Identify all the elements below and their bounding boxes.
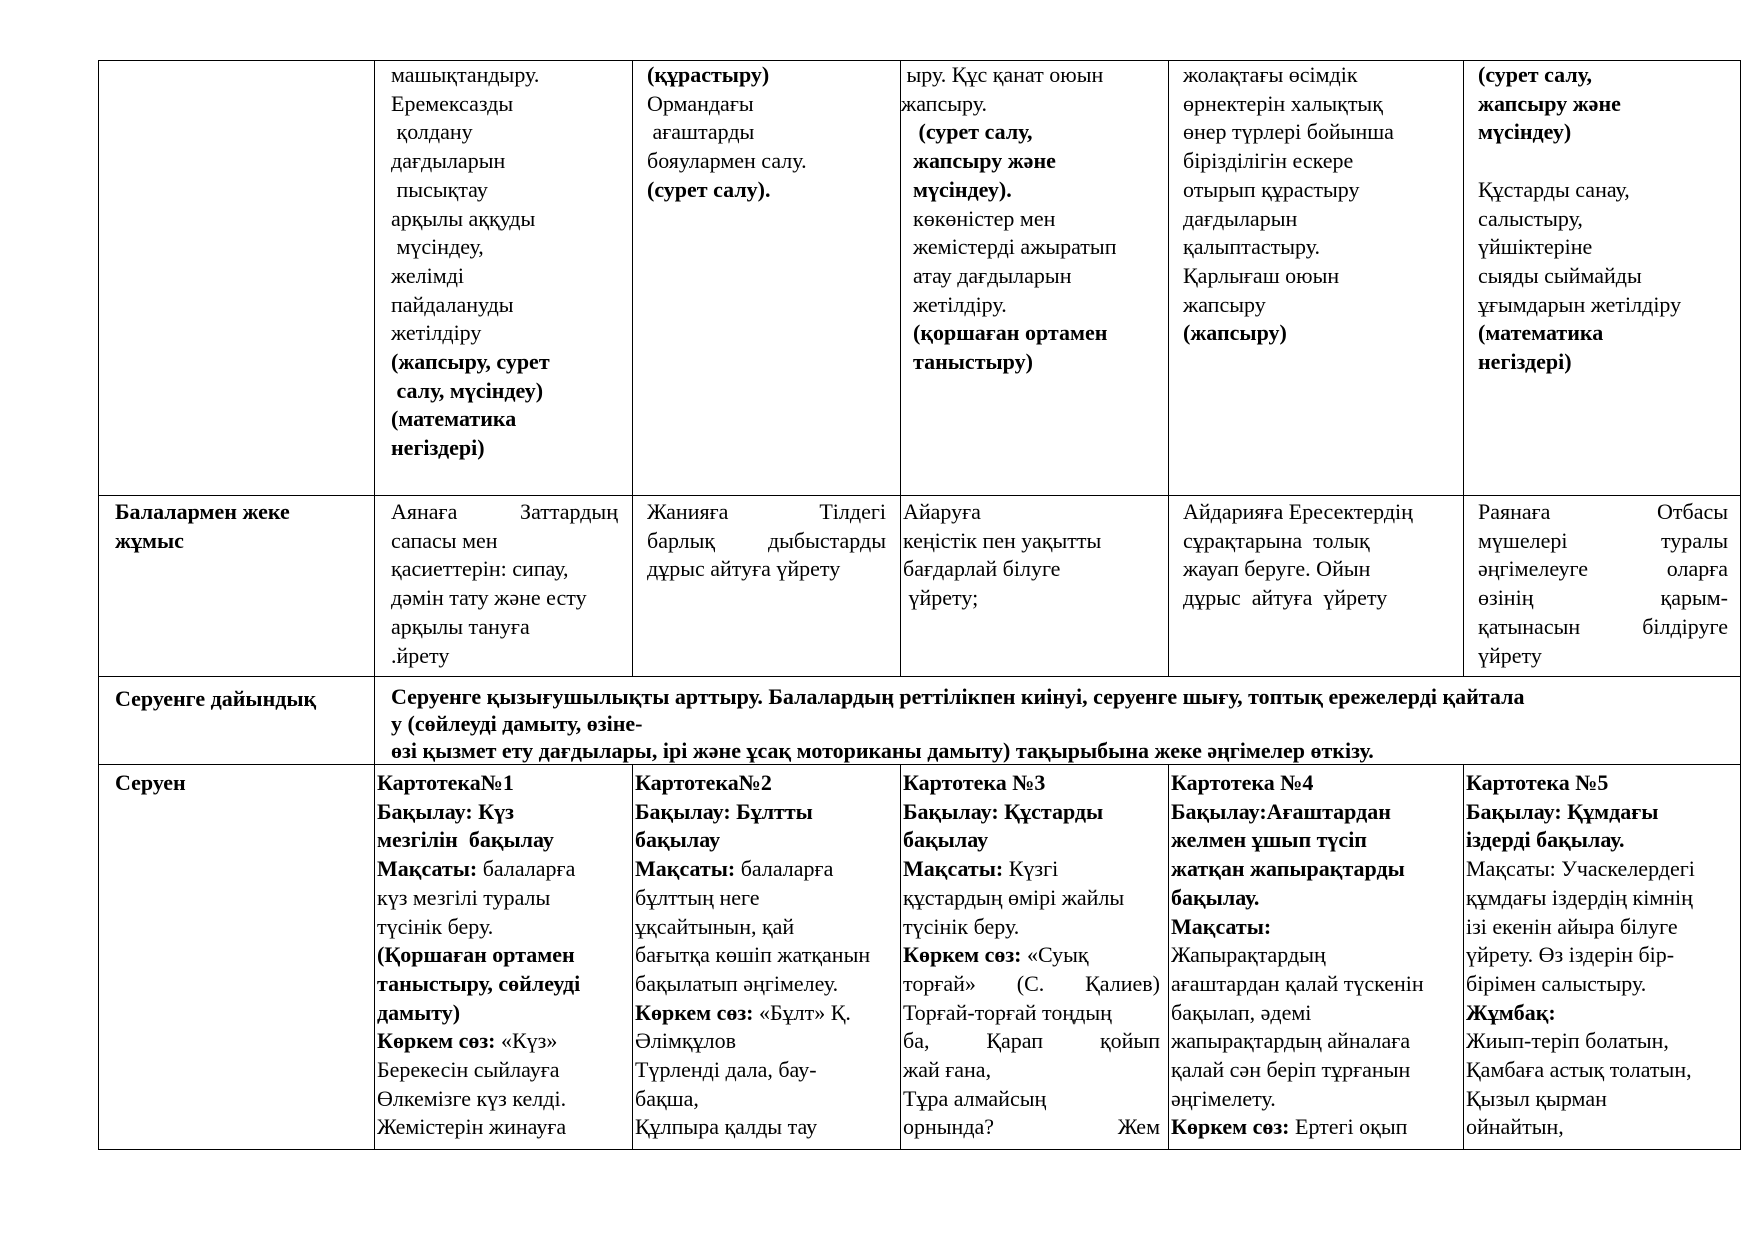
text-run: ұқсайтынын, қай <box>635 913 795 939</box>
bold-text: Картотека№1 <box>377 770 514 795</box>
cell-line: Жанияға Тілдегі <box>647 499 886 524</box>
cell-line <box>377 1113 632 1142</box>
bold-text: Бақылау:Ағаштардан <box>1171 798 1391 824</box>
cell-line: үйшіктеріне <box>1478 234 1593 260</box>
text-run: құстардың өмірі жайлы <box>903 884 1125 910</box>
cell-line: өрнектерін халықтық <box>1183 90 1383 116</box>
cell-line: салу, мүсіндеу) <box>391 377 544 403</box>
cell-line <box>635 769 900 798</box>
cell-line: (жапсыру) <box>1183 320 1287 346</box>
cell-line: жемістерді ажыратып <box>913 234 1117 260</box>
bold-text: Бақылау: Құмдағы <box>1466 798 1659 824</box>
row-label-cell <box>99 496 375 677</box>
cell-line: сұрақтарына толық <box>1183 527 1370 553</box>
prep-text <box>375 677 1740 764</box>
text-run: қалай сән беріп тұрғанын <box>1171 1057 1411 1083</box>
text-run: торғай» (С. Қалиев) <box>903 970 1160 996</box>
cell-line: таныстыру) <box>913 349 1033 375</box>
cell-line: машықтандыру. <box>391 62 540 87</box>
bold-text: Картотека №3 <box>903 770 1046 795</box>
cell-line: мүшелері туралы <box>1478 527 1728 553</box>
cell-line <box>635 855 900 884</box>
cell-line <box>1171 826 1463 855</box>
cell-lines <box>901 496 1168 613</box>
text-run: балаларға <box>735 856 834 882</box>
bold-text: бақылау. <box>1171 884 1260 910</box>
daily-plan-table <box>98 60 1741 1150</box>
cell-line <box>1171 941 1463 970</box>
cell-thu <box>1169 765 1464 1150</box>
cell-line: (жапсыру, сурет <box>391 349 550 375</box>
cell-line <box>635 1056 900 1085</box>
cell-lines <box>1464 61 1740 377</box>
cell-fri <box>1464 765 1741 1150</box>
cell-line: арқылы тануға <box>391 613 530 639</box>
cell-line: Еремексазды <box>391 90 514 116</box>
text-run: түсінік беру. <box>903 913 1020 939</box>
cell-line: (сурет салу, <box>913 119 1033 145</box>
cell-line <box>377 1027 632 1056</box>
cell-line <box>903 999 1160 1028</box>
cell-line: негіздері) <box>1478 349 1572 375</box>
cell-line: қалыптастыру. <box>1183 234 1320 260</box>
text-run: Күзгі <box>1003 856 1059 882</box>
cell-wed <box>901 496 1169 677</box>
cell-line <box>903 1113 1160 1142</box>
cell-line: сапасы мен <box>391 527 498 553</box>
row-label <box>99 496 374 555</box>
cell-line: (құрастыру) <box>647 62 770 87</box>
cell-line <box>1466 999 1740 1028</box>
cell-line <box>1466 1056 1740 1085</box>
cell-line <box>1466 826 1740 855</box>
cell-lines <box>901 765 1168 1142</box>
text-run: үйрету. Өз іздерін бір- <box>1466 942 1675 968</box>
cell-line: (қоршаған ортамен <box>913 320 1108 346</box>
text-run: Мақсаты: Учаскелердегі <box>1466 856 1695 882</box>
cell-lines <box>633 496 900 584</box>
cell-mon <box>375 61 633 496</box>
bold-text: мезгілін бақылау <box>377 827 554 853</box>
row-label-line: Серуен <box>115 770 186 795</box>
row-label <box>99 677 374 714</box>
cell-tue <box>633 496 901 677</box>
cell-line: дағдыларын <box>1183 205 1298 231</box>
cell-line <box>377 970 632 999</box>
text-run: ба, Қарап қойып <box>903 1028 1160 1054</box>
cell-line <box>1466 884 1740 913</box>
cell-line: жапсыру. <box>901 90 988 116</box>
cell-line: (сурет салу, <box>1478 62 1592 87</box>
cell-line <box>1171 1027 1463 1056</box>
cell-line <box>1171 1113 1463 1142</box>
cell-line: ұғымдарын жетілдіру <box>1478 291 1682 317</box>
cell-lines <box>901 61 1168 377</box>
cell-line: Қарлығаш оюын <box>1183 262 1340 288</box>
bold-text: бақылау <box>903 827 989 853</box>
cell-line <box>1466 1027 1740 1056</box>
cell-line: үйрету <box>1478 642 1542 668</box>
bold-text: іздерді бақылау. <box>1466 827 1625 853</box>
cell-line: (математика <box>1478 320 1604 346</box>
cell-line <box>377 769 632 798</box>
cell-line <box>1171 1085 1463 1114</box>
cell-line <box>377 913 632 942</box>
text-run: Жапырақтардың <box>1171 942 1326 968</box>
prep-line: өзі қызмет ету дағдылары, ірі және ұсақ моториканы дамыту) тақырыбына жеке әңгімелер өткізу. <box>391 738 1374 763</box>
bold-text: Бақылау: Күз <box>377 798 514 824</box>
cell-line: көкөністер мен <box>913 205 1056 231</box>
cell-line: жапсыру және <box>913 148 1056 174</box>
cell-line <box>903 941 1160 970</box>
cell-line: дағдыларын <box>391 148 506 174</box>
bold-text: Мақсаты: <box>1171 913 1272 939</box>
cell-line <box>903 826 1160 855</box>
cell-line <box>1171 884 1463 913</box>
bold-text: Көркем сөз: <box>377 1028 496 1054</box>
bold-text: Мақсаты: <box>635 856 736 882</box>
text-run: Құлпыра қалды тау <box>635 1114 818 1140</box>
cell-fri <box>1464 61 1741 496</box>
cell-line: .йрету <box>391 642 450 668</box>
cell-line: Аянаға Заттардың <box>391 499 618 524</box>
cell-line <box>1466 941 1740 970</box>
cell-line <box>903 970 1160 999</box>
bold-text: Картотека №5 <box>1466 770 1609 795</box>
cell-line <box>377 855 632 884</box>
text-run: бірімен салыстыру. <box>1466 970 1647 996</box>
bold-text: Көркем сөз: <box>903 942 1022 968</box>
cell-line: (математика <box>391 406 517 432</box>
text-run: бақша, <box>635 1085 699 1111</box>
text-run: балаларға <box>477 856 576 882</box>
cell-line: (сурет салу). <box>647 176 771 202</box>
text-run: Жемістерін жинауға <box>377 1114 567 1140</box>
text-run: бақылатып әңгімелеу. <box>635 970 839 996</box>
cell-line: салыстыру, <box>1478 205 1583 231</box>
text-run: Ертегі оқып <box>1289 1114 1408 1140</box>
bold-text: Жұмбақ: <box>1466 999 1556 1025</box>
text-run: бұлттың неге <box>635 884 760 910</box>
cell-line <box>903 913 1160 942</box>
text-run: ағаштардан қалай түскенін <box>1171 970 1424 996</box>
cell-line: отырып құрастыру <box>1183 176 1360 202</box>
cell-line: өзінің қарым- <box>1478 585 1728 611</box>
cell-line <box>1466 798 1740 827</box>
cell-thu <box>1169 496 1464 677</box>
row-label <box>99 765 374 798</box>
row-label-line: Балалармен жеке <box>115 499 290 524</box>
cell-fri <box>1464 496 1741 677</box>
cell-line <box>377 1085 632 1114</box>
cell-line <box>635 798 900 827</box>
bold-text: Бақылау: Құстарды <box>903 798 1104 824</box>
cell-line: Айаруға <box>903 499 981 524</box>
prep-line: Серуенге қызығушылықты арттыру. Балалардың реттілікпен киінуі, серуенге шығу, топтық ережелерді қайтала <box>391 684 1525 709</box>
cell-line: негіздері) <box>391 435 485 461</box>
row-label-line: жұмыс <box>115 527 184 553</box>
row-label-cell <box>99 61 375 496</box>
cell-line: желімді <box>391 262 464 288</box>
cell-line: барлық дыбыстарды <box>647 527 886 553</box>
cell-line: жауап беруге. Ойын <box>1183 556 1371 582</box>
cell-line: жапсыру <box>1183 291 1266 317</box>
table-row-walk <box>99 765 1741 1150</box>
cell-line <box>903 798 1160 827</box>
cell-line <box>903 884 1160 913</box>
cell-line: қатынасын білдіруге <box>1478 613 1728 639</box>
text-run: Берекесін сыйлауға <box>377 1057 560 1083</box>
cell-line <box>377 884 632 913</box>
cell-line <box>903 855 1160 884</box>
cell-line <box>1478 147 1740 176</box>
text-run: Торғай-торғай тоңдың <box>903 999 1112 1025</box>
cell-line <box>1171 855 1463 884</box>
cell-lines <box>375 496 632 670</box>
cell-line: жолақтағы өсімдік <box>1183 62 1358 87</box>
bold-text: Картотека№2 <box>635 770 772 795</box>
cell-line <box>1171 798 1463 827</box>
text-run: Түрленді дала, бау- <box>635 1057 817 1083</box>
cell-line: мүсіндеу). <box>913 176 1012 202</box>
row-label-cell <box>99 765 375 1150</box>
cell-line <box>635 826 900 855</box>
bold-text: желмен ұшып түсіп <box>1171 827 1367 853</box>
cell-line <box>1171 913 1463 942</box>
cell-mon <box>375 765 633 1150</box>
cell-line <box>903 1056 1160 1085</box>
cell-line: атау дағдыларын <box>913 262 1072 288</box>
text-run: күз мезгілі туралы <box>377 884 551 910</box>
cell-line <box>377 941 632 970</box>
cell-mon <box>375 496 633 677</box>
text-run: Жиып-теріп болатын, <box>1466 1028 1669 1054</box>
cell-tue <box>633 61 901 496</box>
cell-line: Айдарияға Ересектердің <box>1183 499 1413 524</box>
cell-line: ыру. Құс қанат оюын <box>901 62 1104 87</box>
text-run: «Күз» <box>495 1028 558 1054</box>
table-row-walk-preparation <box>99 677 1741 765</box>
bold-text: жатқан жапырақтарды <box>1171 856 1405 882</box>
text-run: орнында? Жем <box>903 1114 1160 1140</box>
text-run: «Суық <box>1021 942 1089 968</box>
cell-wed <box>901 765 1169 1150</box>
cell-line: Құстарды санау, <box>1478 176 1630 202</box>
cell-lines <box>1169 765 1463 1142</box>
cell-lines <box>1169 496 1463 613</box>
cell-line: мүсіндеу) <box>1478 119 1572 145</box>
cell-line <box>635 999 900 1028</box>
cell-line <box>635 1027 900 1056</box>
bold-text: бақылау <box>635 827 721 853</box>
cell-line <box>377 999 632 1028</box>
cell-line <box>635 884 900 913</box>
cell-lines <box>1169 61 1463 348</box>
text-run: ізі екенін айыра білуге <box>1466 913 1678 939</box>
cell-lines <box>633 61 900 205</box>
cell-lines <box>1464 765 1740 1142</box>
cell-line <box>377 826 632 855</box>
cell-line: қолдану <box>391 119 473 145</box>
cell-line: кеңістік пен уақытты <box>903 527 1102 553</box>
cell-line: ағаштарды <box>647 119 755 145</box>
cell-line <box>1466 1113 1740 1142</box>
text-run: Тұра алмайсың <box>903 1085 1047 1111</box>
text-run: бақылап, әдемі <box>1171 999 1312 1025</box>
table-row-activities <box>99 61 1741 496</box>
cell-line <box>635 941 900 970</box>
bold-text: Көркем сөз: <box>1171 1114 1290 1140</box>
text-run: Қызыл қырман <box>1466 1085 1607 1111</box>
cell-line <box>1466 970 1740 999</box>
cell-line: әңгімелеуге оларға <box>1478 556 1728 582</box>
cell-line <box>635 1113 900 1142</box>
cell-line: үйрету; <box>903 585 979 611</box>
text-run: бағытқа көшіп жатқанын <box>635 942 871 968</box>
cell-line: Ормандағы <box>647 90 754 116</box>
cell-line <box>903 1027 1160 1056</box>
bold-text: таныстыру, сөйлеуді <box>377 970 581 996</box>
text-run: құмдағы іздердің кімнің <box>1466 884 1693 910</box>
cell-line <box>1466 855 1740 884</box>
cell-line <box>635 1085 900 1114</box>
cell-line: пысықтау <box>391 176 488 202</box>
bold-text: Бақылау: Бұлтты <box>635 798 813 824</box>
cell-line <box>635 913 900 942</box>
text-run: ойнайтын, <box>1466 1114 1564 1140</box>
text-run: Әлімқұлов <box>635 1028 736 1054</box>
cell-line: өнер түрлері бойынша <box>1183 119 1394 145</box>
cell-line: бояулармен салу. <box>647 148 807 174</box>
text-run: жапырақтардың айналаға <box>1171 1028 1411 1054</box>
cell-line: мүсіндеу, <box>391 234 484 260</box>
cell-thu <box>1169 61 1464 496</box>
cell-line <box>1171 769 1463 798</box>
cell-line: дұрыс айтуға үйрету <box>1183 585 1388 611</box>
cell-line: жетілдіру. <box>913 291 1007 317</box>
cell-line: қасиеттерін: сипау, <box>391 556 569 582</box>
row-label-cell <box>99 677 375 765</box>
text-run: «Бұлт» Қ. <box>753 999 851 1025</box>
cell-line <box>903 769 1160 798</box>
cell-line: сыяды сыймайды <box>1478 262 1642 288</box>
cell-line <box>377 798 632 827</box>
cell-line <box>635 970 900 999</box>
cell-lines <box>1464 496 1740 670</box>
cell-line <box>1466 913 1740 942</box>
cell-line <box>903 1085 1160 1114</box>
cell-line: Раянаға Отбасы <box>1478 499 1728 524</box>
bold-text: дамыту) <box>377 999 461 1025</box>
cell-lines <box>375 61 632 463</box>
cell-line <box>1466 1085 1740 1114</box>
table-row-individual-work <box>99 496 1741 677</box>
cell-line: арқылы аққуды <box>391 205 536 231</box>
prep-line: у (сөйлеуді дамыту, өзіне- <box>391 711 643 736</box>
text-run: Қамбаға астық толатын, <box>1466 1057 1692 1083</box>
cell-line: бағдарлай білуге <box>903 556 1061 582</box>
cell-line <box>1171 970 1463 999</box>
cell-line: жапсыру және <box>1478 90 1621 116</box>
bold-text: Мақсаты: <box>377 856 478 882</box>
cell-tue <box>633 765 901 1150</box>
text-run: әңгімелету. <box>1171 1085 1276 1111</box>
cell-line: пайдалануды <box>391 291 514 317</box>
bold-text: Мақсаты: <box>903 856 1004 882</box>
cell-line: бірізділігін ескере <box>1183 148 1354 174</box>
cell-line <box>1466 769 1740 798</box>
bold-text: Картотека №4 <box>1171 770 1314 795</box>
text-run: Өлкемізге күз келді. <box>377 1085 567 1111</box>
text-run: жай ғана, <box>903 1057 992 1083</box>
cell-line <box>1171 999 1463 1028</box>
cell-lines <box>633 765 900 1142</box>
cell-line: дәмін тату және есту <box>391 585 587 611</box>
row-label-line: Серуенге дайындық <box>115 686 317 711</box>
cell-line <box>377 1056 632 1085</box>
cell-prep-merged <box>375 677 1741 765</box>
cell-line: жетілдіру <box>391 320 482 346</box>
cell-line: дұрыс айтуға үйрету <box>647 556 841 582</box>
bold-text: Көркем сөз: <box>635 999 754 1025</box>
cell-wed <box>901 61 1169 496</box>
bold-text: (Қоршаған ортамен <box>377 942 575 968</box>
text-run: түсінік беру. <box>377 913 494 939</box>
cell-lines <box>375 765 632 1142</box>
cell-line <box>1171 1056 1463 1085</box>
